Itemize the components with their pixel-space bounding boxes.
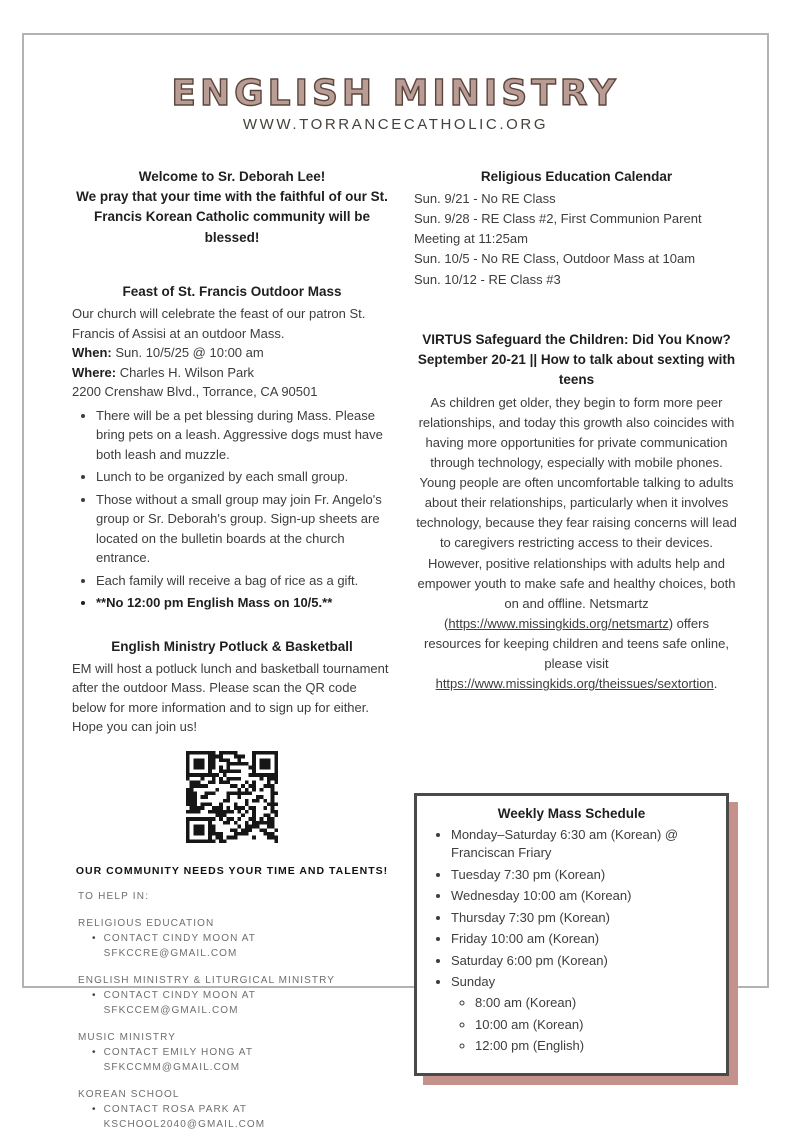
volunteer-group-music-ministry: [78, 1030, 392, 1075]
list-item: • There will be a pet blessing during Mass. Please bring pets on a leash. Aggressive dogs must have both leash and muzzle.: [96, 406, 392, 465]
volunteer-contact: [92, 931, 392, 961]
list-item: • Wednesday 10:00 am (Korean): [451, 887, 714, 905]
volunteer-contact: [92, 1102, 392, 1132]
list-item: • Monday–Saturday 6:30 am (Korean) @ Franciscan Friary: [451, 826, 714, 863]
feast-heading: Feast of St. Francis Outdoor Mass: [122, 283, 342, 299]
volunteer-area: MUSIC MINISTRY: [78, 1031, 176, 1043]
where-value: Charles H. Wilson Park: [119, 364, 255, 380]
bullet-icon: •: [92, 989, 97, 1001]
sunday-times-list: [451, 994, 714, 1055]
list-item: ◦ 12:00 pm (English): [475, 1037, 714, 1055]
mass-schedule-heading: Weekly Mass Schedule: [497, 805, 646, 821]
re-calendar-heading: Religious Education Calendar: [480, 168, 673, 184]
list-item: ◦ 8:00 am (Korean): [475, 994, 714, 1012]
feast-when: [72, 343, 392, 363]
welcome-section: [72, 167, 392, 248]
virtus-section: [414, 330, 739, 695]
list-item: • Saturday 6:00 pm (Korean): [451, 952, 714, 970]
virtus-text: .: [713, 676, 718, 692]
left-column: [72, 167, 392, 1144]
when-label: When:: [72, 345, 112, 361]
re-calendar-line: Sun. 9/28 - RE Class #2, First Communion Parent Meeting at 11:25am: [414, 211, 702, 247]
list-item: • Each family will receive a bag of rice as a gift.: [96, 571, 392, 591]
list-item: • Friday 10:00 am (Korean): [451, 930, 714, 948]
re-calendar-line: Sun. 9/21 - No RE Class: [414, 191, 556, 207]
no-mass-notice: • **No 12:00 pm English Mass on 10/5.**: [96, 593, 392, 613]
volunteer-group-korean-school: [78, 1087, 392, 1132]
page-title: ENGLISH MINISTRY: [171, 73, 620, 114]
feast-intro: Our church will celebrate the feast of our patron St. Francis of Assisi at an outdoor Mass.: [72, 306, 366, 341]
mass-schedule-list: [429, 826, 714, 1056]
feast-address: 2200 Crenshaw Blvd., Torrance, CA 90501: [72, 384, 318, 400]
virtus-heading: VIRTUS Safeguard the Children: Did You Know? September 20-21 || How to talk about sexting with teens: [417, 331, 736, 388]
feast-where: [72, 363, 392, 383]
volunteer-group-english-ministry: [78, 973, 392, 1018]
list-item-sunday: [451, 973, 714, 1056]
bulletin-page: [22, 33, 769, 1130]
welcome-line1: Welcome to Sr. Deborah Lee!: [138, 168, 326, 184]
content-columns: [24, 133, 767, 1144]
contact-text: CONTACT ROSA PARK AT KSCHOOL2040@GMAIL.COM: [103, 1103, 266, 1130]
qr-code: [186, 751, 278, 843]
list-item: ◦ 10:00 am (Korean): [475, 1016, 714, 1034]
potluck-body: EM will host a potluck lunch and basketball tournament after the outdoor Mass. Please scan the QR code below for more information and to sign up for either. Hope you can join us!: [72, 660, 389, 735]
right-column: [414, 167, 739, 1144]
sunday-label: Sunday: [451, 974, 496, 990]
netsmartz-link[interactable]: https://www.missingkids.org/netsmartz: [448, 616, 669, 632]
volunteer-contact: [92, 1045, 392, 1075]
re-calendar-section: [414, 167, 739, 290]
re-calendar-line: Sun. 10/5 - No RE Class, Outdoor Mass at 10am: [414, 251, 696, 267]
volunteer-group-religious-education: [78, 916, 392, 961]
re-calendar-line: Sun. 10/12 - RE Class #3: [414, 271, 561, 287]
contact-text: CONTACT CINDY MOON AT SFKCCEM@GMAIL.COM: [103, 989, 256, 1016]
feast-section: [72, 282, 392, 613]
volunteer-heading: OUR COMMUNITY NEEDS YOUR TIME AND TALENTS!: [75, 864, 389, 877]
potluck-heading: English Ministry Potluck & Basketball: [111, 638, 353, 654]
list-item: • Tuesday 7:30 pm (Korean): [451, 866, 714, 884]
volunteer-intro: TO HELP IN:: [78, 890, 150, 902]
volunteer-contact: [92, 988, 392, 1018]
welcome-rest: We pray that your time with the faithful of our St. Francis Korean Catholic community will be blessed!: [76, 189, 388, 245]
contact-text: CONTACT CINDY MOON AT SFKCCRE@GMAIL.COM: [103, 932, 256, 959]
when-value: Sun. 10/5/25 @ 10:00 am: [115, 345, 264, 361]
list-item: • Those without a small group may join Fr. Angelo's group or Sr. Deborah's group. Sign-up sheets are located on the bulletin boards at the church entrance.: [96, 490, 392, 568]
volunteer-section: [72, 865, 392, 1132]
website-url: WWW.TORRANCECATHOLIC.ORG: [242, 115, 549, 133]
volunteer-area: KOREAN SCHOOL: [78, 1088, 180, 1100]
potluck-section: [72, 637, 392, 737]
where-label: Where:: [72, 364, 117, 380]
list-item: • Thursday 7:30 pm (Korean): [451, 909, 714, 927]
bullet-icon: •: [92, 1103, 97, 1115]
bullet-icon: •: [92, 1046, 97, 1058]
bullet-icon: •: [92, 932, 97, 944]
contact-text: CONTACT EMILY HONG AT SFKCCMM@GMAIL.COM: [103, 1046, 253, 1073]
volunteer-area: RELIGIOUS EDUCATION: [78, 917, 215, 929]
virtus-text: As children get older, they begin to form more peer relationships, and today this growth also coincides with having more opportunities for private communication through technology, especially with mobile phones. Young people are often uncomfortable talking to adults about their relationships, particularly when it involves technology, because they fear raising concerns will lead to caregivers restricting access to their devices. However, positive relationships with adults help and empower youth to make safe and healthy choices, both on and offline. Netsmartz (: [416, 394, 737, 632]
sextortion-link[interactable]: https://www.missingkids.org/theissues/sextortion: [435, 676, 714, 692]
feast-bullet-list: [72, 406, 392, 613]
virtus-text: ) offers resources for keeping children and teens safe online, please visit: [424, 616, 729, 672]
volunteer-area: ENGLISH MINISTRY & LITURGICAL MINISTRY: [78, 974, 336, 986]
list-item: • Lunch to be organized by each small group.: [96, 467, 392, 487]
weekly-mass-schedule-box: [414, 793, 729, 1076]
virtus-body: [414, 393, 739, 695]
page-header: [24, 35, 767, 133]
